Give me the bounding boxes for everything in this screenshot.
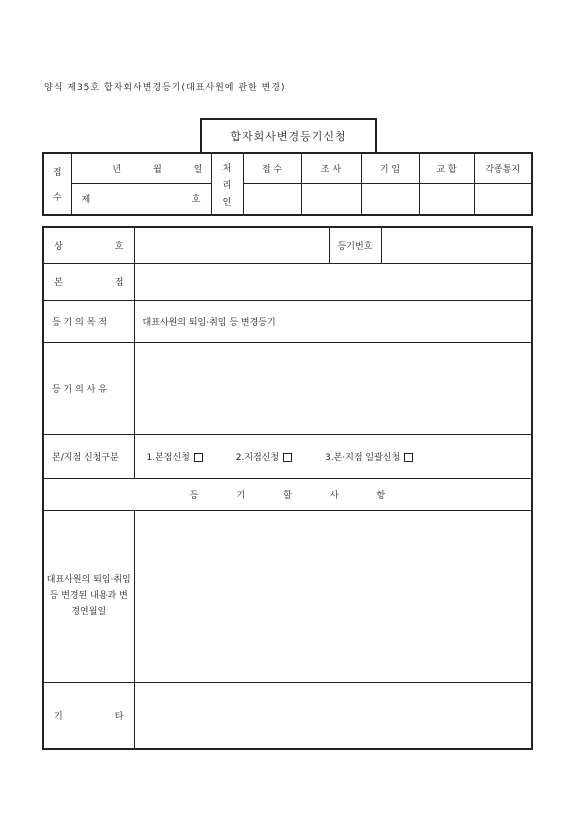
cause-label: 등 기 의 사 유 <box>43 342 134 434</box>
stamp-notice[interactable] <box>474 183 532 215</box>
other-field[interactable] <box>134 682 532 749</box>
company-name-field[interactable] <box>134 227 329 263</box>
head-office-field[interactable] <box>134 263 532 300</box>
checkbox-bulk[interactable] <box>404 453 413 462</box>
receipt-date[interactable]: 년 월 일 <box>71 153 211 183</box>
header-entry: 기 입 <box>361 153 419 183</box>
header-review: 조 사 <box>301 153 361 183</box>
receipt-number[interactable]: 제 호 <box>71 183 211 215</box>
option-bulk[interactable]: 3.본·지점 일괄신청 <box>325 450 413 463</box>
option-branch[interactable]: 2.지점신청 <box>236 450 292 463</box>
checkbox-head-office[interactable] <box>194 453 203 462</box>
processing-label: 처 리 인 <box>211 153 243 215</box>
head-office-label: 본 점 <box>43 263 134 300</box>
receipt-label: 접 수 <box>43 153 71 215</box>
company-name-label: 상 호 <box>43 227 134 263</box>
details-label: 대표사원의 퇴임·취임 등 변경된 내용과 변경연월일 <box>43 510 134 682</box>
checkbox-branch[interactable] <box>283 453 292 462</box>
stamp-receipt[interactable] <box>243 183 301 215</box>
purpose-field[interactable]: 대표사원의 퇴임·취임 등 변경등기 <box>134 300 532 342</box>
option-head-office[interactable]: 1.본점신청 <box>147 450 203 463</box>
header-notice: 각종통지 <box>474 153 532 183</box>
cause-field[interactable] <box>134 342 532 434</box>
details-field[interactable] <box>134 510 532 682</box>
purpose-label: 등 기 의 목 적 <box>43 300 134 342</box>
header-verify: 교 합 <box>419 153 474 183</box>
matters-header: 등 기 할 사 항 <box>43 478 532 510</box>
intake-table <box>42 152 533 216</box>
form-title: 합자회사변경등기신청 <box>200 118 377 152</box>
stamp-verify[interactable] <box>419 183 474 215</box>
reg-no-label: 등기번호 <box>329 227 381 263</box>
form-code: 양식 제35호 합자회사변경등기(대표사원에 관한 변경) <box>44 83 286 93</box>
header-receipt: 접 수 <box>243 153 301 183</box>
reg-no-field[interactable] <box>381 227 532 263</box>
branch-type-label: 본/지점 신청구분 <box>43 434 134 478</box>
branch-type-options <box>134 434 532 478</box>
stamp-review[interactable] <box>301 183 361 215</box>
other-label: 기 타 <box>43 682 134 749</box>
application-table <box>42 226 533 750</box>
stamp-entry[interactable] <box>361 183 419 215</box>
